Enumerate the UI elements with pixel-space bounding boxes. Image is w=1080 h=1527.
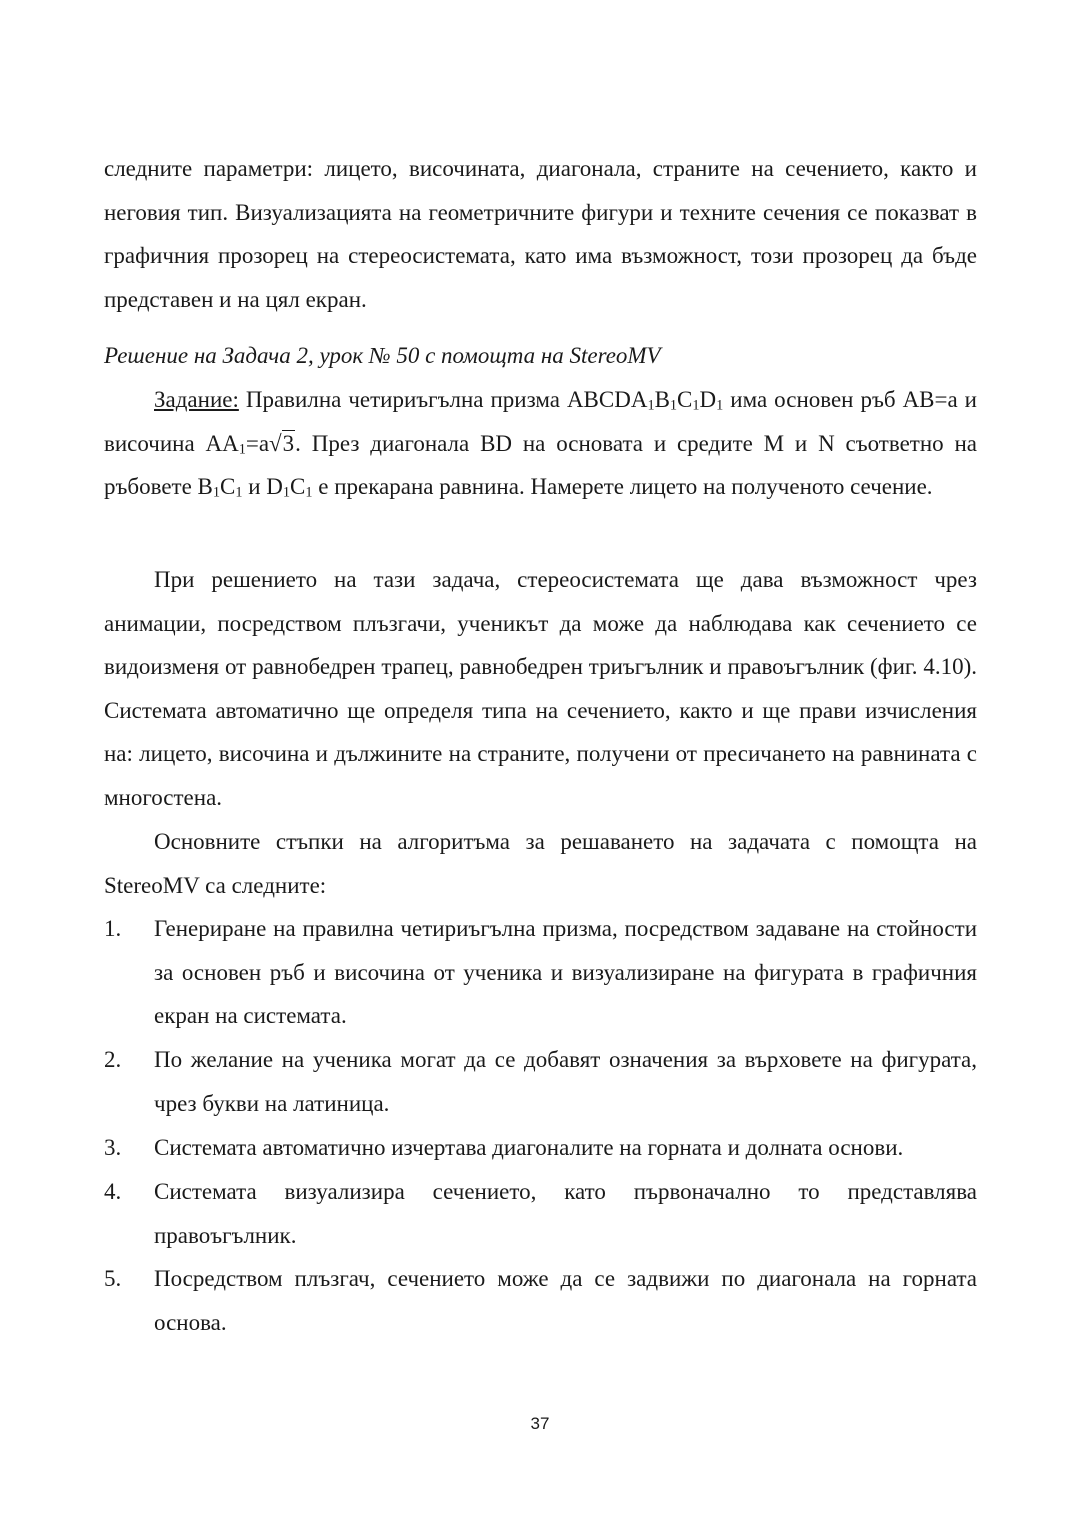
list-text: Системата автоматично изчертава диагоналите на горната и долната основи.: [154, 1135, 904, 1160]
list-item: [104, 1038, 977, 1125]
task-text: е прекарана равнина. Намерете лицето на полученото сечение.: [312, 474, 933, 499]
subscript: 1: [238, 441, 246, 458]
task-text: и D: [242, 474, 283, 499]
section-heading: Решение на Задача 2, урок № 50 с помощта на StereoMV: [104, 343, 661, 368]
square-root: [269, 430, 295, 456]
task-paragraph: [104, 378, 977, 509]
subscript: 1: [305, 484, 313, 501]
task-label: Задание:: [154, 387, 239, 412]
subscript: 1: [212, 484, 221, 501]
task-text: Правилна четириъгълна призма ABCDA: [238, 387, 648, 412]
paragraph-solution: При решението на тази задача, стереосистемата ще дава възможност чрез анимации, посредством плъзгачи, ученикът да може да наблюдава как сечението се видоизменя от равнобедрен трапец, равнобедрен триъгълник и правоъгълник (фиг. 4.10). Системата автоматично ще определя типа на сечението, както и ще прави изчисления на: лицето, височина и дължините на страните, получени от пресичането на равнината с многостена.: [104, 567, 977, 810]
task-text: C: [677, 387, 693, 412]
subscript: 1: [716, 397, 724, 414]
list-number: 5.: [104, 1266, 122, 1291]
list-item: [104, 1170, 977, 1257]
list-text: По желание на ученика могат да се добавят означения за върховете на фигурата, чрез букви на латиница.: [154, 1047, 977, 1116]
list-number: 2.: [104, 1047, 122, 1072]
task-text: B: [654, 387, 670, 412]
task-text: C: [290, 474, 306, 499]
subscript: 1: [647, 397, 655, 414]
list-number: 4.: [104, 1179, 122, 1204]
subscript: 1: [692, 397, 700, 414]
task-text: =a: [245, 430, 270, 456]
list-text: Посредством плъзгач, сечението може да се задвижи по диагонала на горната основа.: [154, 1266, 977, 1335]
list-text: Генериране на правилна четириъгълна призма, посредством задаване на стойности за основен ръб и височина от ученика и визуализиране на фигурата в графичния екран на системата.: [154, 916, 977, 1028]
subscript: 1: [235, 484, 243, 501]
sqrt-sign: √: [269, 430, 282, 456]
subscript: 1: [669, 397, 678, 414]
task-text: C: [220, 474, 236, 499]
list-number: 3.: [104, 1135, 122, 1160]
task-text: има основен ръб AB=a и височина AA: [104, 387, 977, 456]
list-item: [104, 907, 977, 1038]
list-text: Системата визуализира сечението, като първоначално то представлява правоъгълник.: [154, 1179, 977, 1248]
list-item: [104, 1257, 977, 1344]
list-number: 1.: [104, 916, 122, 941]
radicand: 3: [282, 430, 295, 456]
subscript: 1: [282, 484, 291, 501]
list-item: [104, 1126, 977, 1170]
paragraph-steps-intro: Основните стъпки на алгоритъма за решаването на задачата с помощта на StereoMV са следните:: [104, 829, 977, 898]
task-text: D: [699, 387, 717, 412]
page-number: 37: [530, 1414, 550, 1433]
paragraph-intro: следните параметри: лицето, височината, диагонала, страните на сечението, както и неговия тип. Визуализацията на геометричните фигури и техните сечения се показват в графичния прозорец на стереосистемата, като има възможност, този прозорец да бъде представен и на цял екран.: [104, 156, 977, 312]
task-text: . През диагонала BD на основата и средите M и N съответно на ръбовете B: [104, 430, 977, 499]
